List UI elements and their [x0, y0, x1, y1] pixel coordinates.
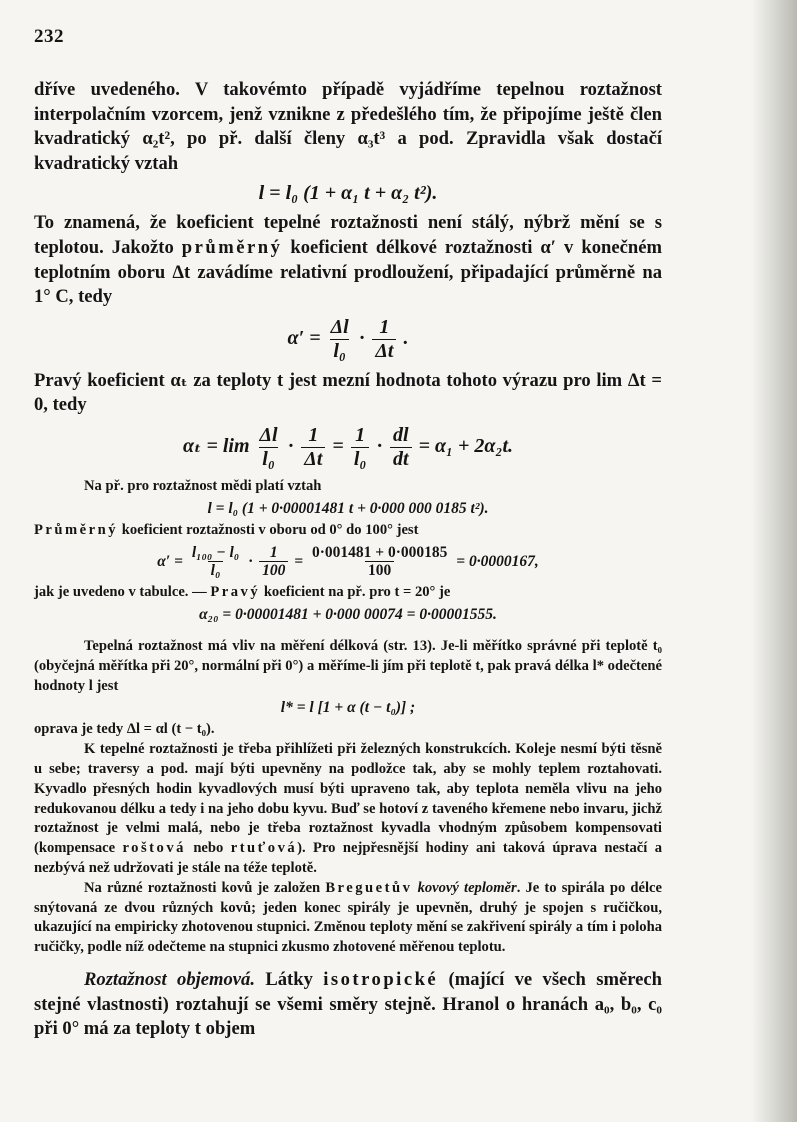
text-fragment: nebo: [193, 840, 224, 857]
denominator: 100: [259, 561, 288, 580]
paragraph-interpolation: dříve uvedeného. V takovémto případě vyjádříme tepelnou roztažnost interpolačním vzorcem, jenž vznikne z předešlého tím, že připojíme ještě člen kvadratický α₂t², po př. další členy α₃t³ a pod. Zpravidla však dostačí kvadratický vztah: [34, 79, 662, 174]
paragraph-true-coefficient: Pravý koeficient αₜ za teploty t jest mezní hodnota tohoto výrazu pro lim Δt = 0, tedy: [34, 369, 662, 416]
paragraph-true-copper: [34, 583, 662, 603]
denominator: 100: [365, 561, 394, 580]
equation-true-coefficient: [34, 424, 662, 471]
spaced-term: roštová: [122, 840, 186, 857]
fraction: [301, 424, 325, 471]
spaced-term: průměrný: [181, 236, 283, 258]
italic-term: kovový teploměr: [417, 879, 517, 896]
eq-end: .: [403, 326, 409, 349]
numerator: 1: [355, 423, 366, 446]
numerator: 1: [308, 423, 319, 446]
paragraph-mean-coefficient: [34, 211, 662, 309]
equation-copper: l = l₀ (1 + 0·00001481 t + 0·000 000 0185 t²).: [207, 499, 489, 517]
denominator: Δt: [301, 447, 325, 471]
fraction: [390, 424, 412, 471]
text-fragment: Na různé roztažnosti kovů je založen: [84, 879, 321, 896]
paragraph-copper-example: Na př. pro roztažnost mědi platí vztah: [84, 477, 322, 494]
numerator: 1: [379, 315, 390, 338]
page-number: 232: [34, 26, 64, 47]
denominator: Δt: [372, 339, 396, 363]
fraction: [372, 316, 396, 363]
spaced-term: rtuťová: [230, 840, 298, 857]
equation-mean-coefficient: [34, 316, 662, 363]
equation-copper-mean: [34, 544, 662, 581]
denominator: dt: [390, 447, 412, 471]
text-fragment: Látky: [265, 968, 313, 990]
text-fragment: jak je uvedeno v tabulce. —: [34, 584, 207, 601]
fraction: [309, 544, 450, 581]
fraction: [257, 424, 281, 471]
eq-lhs: αₜ = lim: [182, 435, 250, 458]
spaced-term: isotropické: [323, 968, 439, 990]
eq-operator: ·: [287, 435, 295, 458]
denominator: l₀: [259, 447, 278, 471]
text-fragment: koeficient roztažnosti v oboru od 0° do 100° jest: [121, 521, 419, 538]
eq-rhs: = α₁ + 2α₂t.: [418, 435, 514, 458]
paragraph-breguet-thermometer: [34, 879, 662, 958]
equation-true-length: l* = l [1 + α (t − t₀)] ;: [280, 699, 416, 717]
fraction: [259, 544, 288, 581]
eq-lhs: α′ =: [157, 552, 183, 570]
text-fragment: ). Pro nejpřesnější hodiny ani taková úprava nestačí a nezbývá než udržovati je stále na téže teplotě.: [34, 840, 663, 876]
text-fragment: (mající ve všech směrech stejné vlastnosti) roztahují se všemi směry stejně. Hranol o hranách a₀, b₀, c₀ při 0° má za teploty t objem: [34, 968, 662, 1040]
denominator: l₀: [208, 561, 224, 580]
numerator: Δl: [330, 315, 349, 338]
paragraph-correction: oprava je tedy Δl = αl (t − t₀).: [34, 721, 215, 738]
text-fragment: koeficient na př. pro t = 20° je: [263, 584, 451, 601]
section-title: Roztažnost objemová.: [84, 968, 255, 990]
eq-operator: ·: [248, 552, 254, 570]
spaced-term: Breguetův: [325, 879, 413, 896]
numerator: Δl: [259, 423, 278, 446]
numerator: l₁₀₀ − l₀: [191, 543, 240, 561]
eq-operator: ·: [358, 326, 366, 349]
eq-operator: =: [294, 552, 304, 570]
fraction: [189, 544, 242, 581]
eq-rhs: = 0·0000167,: [456, 552, 539, 570]
text-fragment: koeficient délkové roztažnosti α′ v konečném teplotním oboru Δt zavádíme relativní prodloužení, připadající průměrně na 1° C, tedy: [34, 236, 662, 308]
eq-operator: ·: [376, 435, 384, 458]
denominator: l₀: [351, 447, 370, 471]
spaced-term: Pravý: [210, 584, 261, 601]
paragraph-constructions: [34, 740, 662, 879]
equation-quadratic-expansion: l = l₀ (1 + α₁ t + α₂ t²).: [258, 182, 438, 205]
equation-alpha-20: α₂₀ = 0·00001481 + 0·000 00074 = 0·00001555.: [199, 605, 497, 623]
page-content: [34, 26, 662, 1042]
spaced-term: Průměrný: [34, 521, 119, 538]
paragraph-length-measurement: Tepelná roztažnost má vliv na měření délková (str. 13). Je-li měřítko správné při teplotě t₀ (obyčejná měřítka při 20°, normální při 0°) a měříme-li jím při teplotě t, pak pravá délka l* odečtené hodnoty l jest: [34, 637, 662, 694]
text-fragment: K tepelné roztažnosti je třeba přihlížeti při železných konstrukcích. Koleje nesmí býti těsně u sebe; traversy a pod. mají býti upevněny na podložce tak, aby se mohly teplem roztahovati. Kyvadlo přesných hodin kyvadlových musí býti upraveno tak, aby teplota neměla vlivu na jeho redukovanou délku a tedy i na jeho dobu kyvu. Buď se hotoví z taveného křemene nebo invaru, jichž roztažnost je velmi malá, nebo je třeba roztažnost kyvadla vhodným způsobem kompensovati (kompensace: [34, 741, 662, 857]
paragraph-copper-mean: [34, 521, 662, 541]
page-gutter-shadow: [751, 0, 797, 1122]
fraction: [328, 316, 352, 363]
numerator: 1: [269, 543, 278, 561]
numerator: 0·001481 + 0·000185: [311, 543, 448, 561]
text-fragment: . Je to spirála po délce snýtovaná ze dvou různých kovů; jeden konec spirály je upevněn, druhý je spojen s ručičkou, ukazující na empiricky zhotovenou stupnici. Změnou teploty mění se zakřivení spirály a tím i poloha ručičky, podle níž odečteme na stupnici zkusmo zhotovené měřenou teplotu.: [34, 879, 662, 956]
text-fragment: To znamená, že koeficient tepelné roztažnosti není stálý, nýbrž mění se s teplotou. Jakožto: [34, 212, 662, 258]
denominator: l₀: [330, 339, 349, 363]
eq-lhs: α′ =: [287, 326, 321, 349]
paragraph-volume-expansion: [34, 968, 662, 1042]
eq-operator: =: [332, 435, 344, 458]
numerator: dl: [393, 423, 409, 446]
fraction: [351, 424, 370, 471]
